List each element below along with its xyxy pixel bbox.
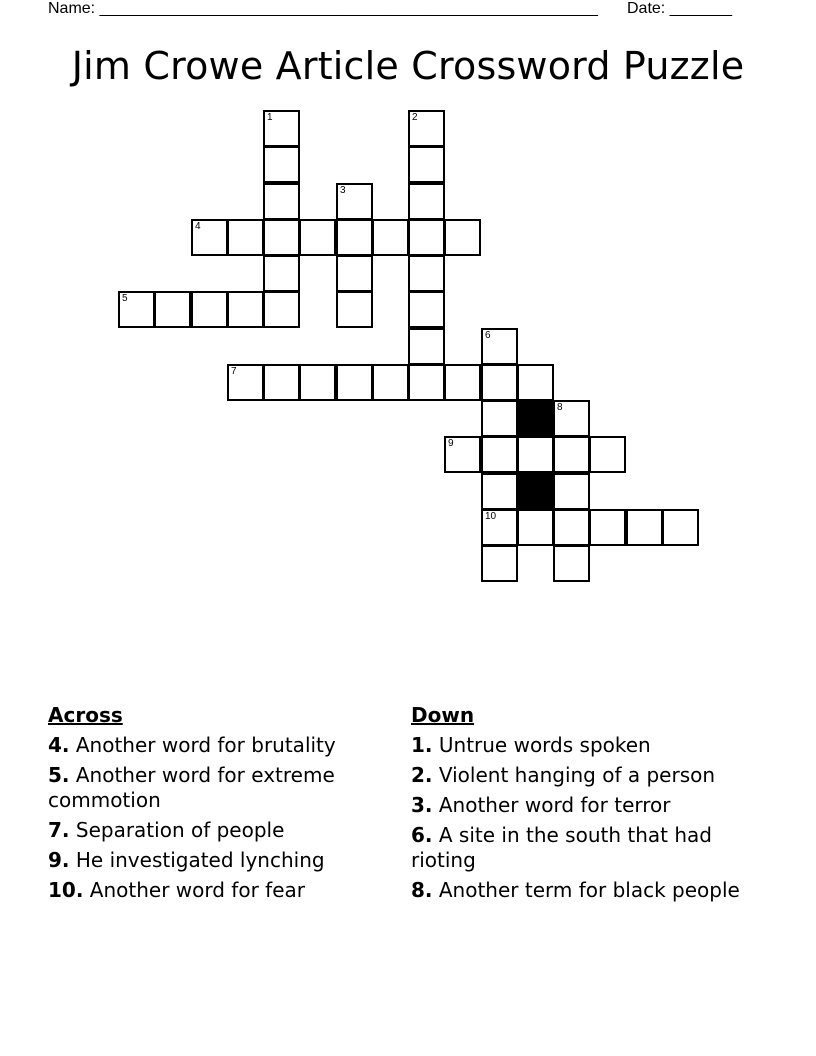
grid-cell[interactable] xyxy=(408,219,445,256)
clue-number: 7. xyxy=(48,818,70,842)
grid-cell[interactable] xyxy=(481,473,518,510)
grid-cell[interactable] xyxy=(408,255,445,292)
clue-number-label: 5 xyxy=(122,293,128,304)
grid-cell[interactable] xyxy=(299,219,336,256)
grid-cell[interactable] xyxy=(444,219,481,256)
clue-text: Another word for fear xyxy=(89,878,305,902)
grid-cell[interactable] xyxy=(336,364,373,401)
grid-cell[interactable] xyxy=(589,436,626,473)
clue-text: Another term for black people xyxy=(438,878,740,902)
down-clue xyxy=(411,878,741,903)
clue-number-label: 6 xyxy=(485,330,491,341)
grid-cell[interactable] xyxy=(227,291,264,328)
down-clue xyxy=(411,793,741,818)
clue-number: 4. xyxy=(48,733,70,757)
grid-cell[interactable] xyxy=(481,400,518,437)
grid-cell[interactable] xyxy=(408,110,445,147)
grid-cell[interactable] xyxy=(444,436,481,473)
clue-number: 3. xyxy=(411,793,433,817)
grid-cell[interactable] xyxy=(263,183,300,220)
down-clue xyxy=(411,823,741,873)
grid-cell[interactable] xyxy=(481,436,518,473)
grid-cell[interactable] xyxy=(263,146,300,183)
clue-number: 1. xyxy=(411,733,433,757)
across-clues xyxy=(48,703,388,908)
grid-cell[interactable] xyxy=(372,364,409,401)
grid-cell[interactable] xyxy=(227,364,264,401)
down-heading: Down xyxy=(411,703,475,727)
clue-text: Untrue words spoken xyxy=(438,733,651,757)
clue-number: 2. xyxy=(411,763,433,787)
grid-cell[interactable] xyxy=(336,219,373,256)
grid-cell[interactable] xyxy=(118,291,155,328)
clue-number-label: 4 xyxy=(195,221,201,232)
grid-cell[interactable] xyxy=(553,545,590,582)
clue-text: He investigated lynching xyxy=(75,848,325,872)
grid-cell[interactable] xyxy=(263,255,300,292)
clue-text: Another word for brutality xyxy=(75,733,336,757)
grid-cell[interactable] xyxy=(336,255,373,292)
clue-text: Another word for terror xyxy=(438,793,671,817)
grid-cell[interactable] xyxy=(336,291,373,328)
grid-cell[interactable] xyxy=(191,291,228,328)
clue-number: 10. xyxy=(48,878,84,902)
across-clue xyxy=(48,763,388,813)
down-clue xyxy=(411,733,741,758)
grid-cell[interactable] xyxy=(481,328,518,365)
clue-number-label: 2 xyxy=(412,112,418,123)
name-field-label: Name: ________________________________________________________ xyxy=(48,0,598,17)
page-title: Jim Crowe Article Crossword Puzzle xyxy=(71,44,745,88)
grid-cell[interactable] xyxy=(263,291,300,328)
grid-cell[interactable] xyxy=(263,219,300,256)
grid-cell[interactable] xyxy=(408,183,445,220)
across-heading: Across xyxy=(48,703,123,727)
clue-number: 9. xyxy=(48,848,70,872)
grid-cell[interactable] xyxy=(227,219,264,256)
clue-number-label: 3 xyxy=(340,185,346,196)
grid-cell[interactable] xyxy=(553,400,590,437)
grid-cell[interactable] xyxy=(517,364,554,401)
date-field-label: Date: _______ xyxy=(627,0,732,17)
grid-cell[interactable] xyxy=(589,509,626,546)
down-clues xyxy=(411,703,741,908)
across-clue xyxy=(48,818,388,843)
grid-cell[interactable] xyxy=(263,110,300,147)
grid-cell[interactable] xyxy=(553,436,590,473)
clue-number-label: 8 xyxy=(557,402,563,413)
clue-number-label: 1 xyxy=(267,112,273,123)
grid-cell[interactable] xyxy=(263,364,300,401)
grid-cell[interactable] xyxy=(372,219,409,256)
grid-cell[interactable] xyxy=(553,473,590,510)
clue-number: 5. xyxy=(48,763,70,787)
grid-cell[interactable] xyxy=(662,509,699,546)
clue-number-label: 7 xyxy=(231,366,237,377)
clue-number: 6. xyxy=(411,823,433,847)
grid-block xyxy=(517,473,554,510)
across-clue xyxy=(48,878,388,903)
grid-cell[interactable] xyxy=(408,328,445,365)
grid-cell[interactable] xyxy=(481,545,518,582)
across-clue xyxy=(48,848,388,873)
clue-number: 8. xyxy=(411,878,433,902)
grid-cell[interactable] xyxy=(517,509,554,546)
grid-cell[interactable] xyxy=(517,436,554,473)
grid-block xyxy=(517,400,554,437)
grid-cell[interactable] xyxy=(481,364,518,401)
down-clue xyxy=(411,763,741,788)
clue-text: A site in the south that had rioting xyxy=(411,823,712,872)
across-clue xyxy=(48,733,388,758)
clue-number-label: 9 xyxy=(448,438,454,449)
grid-cell[interactable] xyxy=(553,509,590,546)
grid-cell[interactable] xyxy=(626,509,663,546)
grid-cell[interactable] xyxy=(336,183,373,220)
clue-text: Separation of people xyxy=(75,818,285,842)
grid-cell[interactable] xyxy=(154,291,191,328)
grid-cell[interactable] xyxy=(408,364,445,401)
grid-cell[interactable] xyxy=(408,291,445,328)
clue-text: Another word for extreme commotion xyxy=(48,763,335,812)
grid-cell[interactable] xyxy=(481,509,518,546)
grid-cell[interactable] xyxy=(299,364,336,401)
clue-text: Violent hanging of a person xyxy=(438,763,716,787)
grid-cell[interactable] xyxy=(408,146,445,183)
grid-cell[interactable] xyxy=(191,219,228,256)
clue-number-label: 10 xyxy=(485,511,497,522)
grid-cell[interactable] xyxy=(444,364,481,401)
